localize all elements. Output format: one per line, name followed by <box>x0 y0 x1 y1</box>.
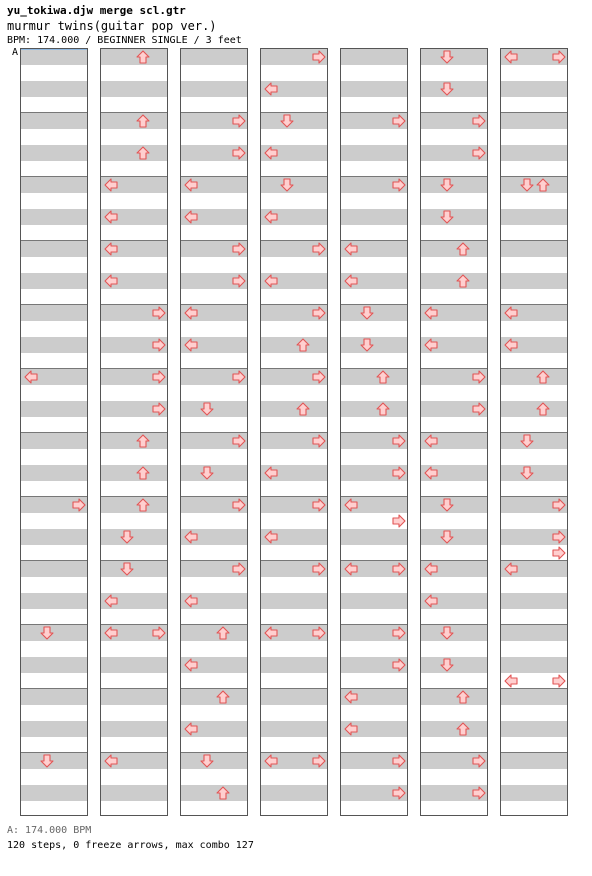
beat-band <box>341 401 407 417</box>
arrow-left-icon <box>183 177 199 193</box>
arrow-right-icon <box>551 545 567 561</box>
beat-band <box>101 433 167 449</box>
arrow-right-icon <box>231 369 247 385</box>
arrow-right-icon <box>471 785 487 801</box>
beat-band <box>341 369 407 385</box>
arrow-up-icon <box>455 241 471 257</box>
beat-band <box>341 529 407 545</box>
measure-line <box>181 688 247 689</box>
bpm-marker-label: A <box>12 47 19 58</box>
beat-band <box>101 497 167 513</box>
beat-band <box>421 273 487 289</box>
arrow-right-icon <box>311 433 327 449</box>
arrow-left-icon <box>423 433 439 449</box>
beat-band <box>501 81 567 97</box>
arrow-up-icon <box>215 785 231 801</box>
arrow-down-icon <box>439 209 455 225</box>
arrow-up-icon <box>375 369 391 385</box>
arrow-right-icon <box>391 753 407 769</box>
arrow-right-icon <box>471 369 487 385</box>
arrow-right-icon <box>311 49 327 65</box>
beat-band <box>21 689 87 705</box>
arrow-left-icon <box>263 529 279 545</box>
arrow-up-icon <box>135 497 151 513</box>
arrow-down-icon <box>359 337 375 353</box>
beat-band <box>421 689 487 705</box>
arrow-up-icon <box>135 465 151 481</box>
arrow-right-icon <box>391 465 407 481</box>
arrow-left-icon <box>103 241 119 257</box>
arrow-up-icon <box>135 433 151 449</box>
arrow-down-icon <box>119 529 135 545</box>
beat-band <box>21 145 87 161</box>
measure-line <box>181 624 247 625</box>
arrow-down-icon <box>439 177 455 193</box>
beat-band <box>501 785 567 801</box>
arrow-right-icon <box>231 145 247 161</box>
arrow-left-icon <box>343 561 359 577</box>
arrow-up-icon <box>455 689 471 705</box>
arrow-right-icon <box>311 305 327 321</box>
arrow-left-icon <box>103 273 119 289</box>
arrow-left-icon <box>183 305 199 321</box>
arrow-left-icon <box>263 465 279 481</box>
beat-band <box>261 401 327 417</box>
beat-band <box>101 657 167 673</box>
beat-band <box>101 721 167 737</box>
arrow-right-icon <box>551 49 567 65</box>
beat-band <box>181 81 247 97</box>
beat-band <box>101 145 167 161</box>
arrow-right-icon <box>551 529 567 545</box>
beat-band <box>21 49 87 65</box>
measure-column <box>260 48 328 816</box>
beat-band <box>501 113 567 129</box>
beat-band <box>501 145 567 161</box>
arrow-right-icon <box>231 273 247 289</box>
arrow-left-icon <box>343 497 359 513</box>
arrow-down-icon <box>439 625 455 641</box>
arrow-left-icon <box>423 593 439 609</box>
arrow-right-icon <box>391 625 407 641</box>
arrow-left-icon <box>183 593 199 609</box>
measure-line <box>101 432 167 433</box>
measure-line <box>101 496 167 497</box>
arrow-left-icon <box>343 273 359 289</box>
measure-line <box>341 368 407 369</box>
measure-column <box>20 48 88 816</box>
arrow-left-icon <box>263 81 279 97</box>
beat-band <box>101 81 167 97</box>
arrow-right-icon <box>231 433 247 449</box>
arrow-down-icon <box>359 305 375 321</box>
beat-band <box>341 593 407 609</box>
arrow-down-icon <box>519 433 535 449</box>
chart-stats: 120 steps, 0 freeze arrows, max combo 127 <box>7 840 254 851</box>
beat-band <box>21 273 87 289</box>
arrow-down-icon <box>279 113 295 129</box>
arrow-up-icon <box>135 145 151 161</box>
arrow-left-icon <box>343 721 359 737</box>
arrow-right-icon <box>471 753 487 769</box>
arrow-right-icon <box>151 625 167 641</box>
beat-band <box>261 689 327 705</box>
arrow-left-icon <box>263 209 279 225</box>
beat-band <box>501 593 567 609</box>
beat-band <box>501 241 567 257</box>
arrow-right-icon <box>231 497 247 513</box>
beat-band <box>101 689 167 705</box>
beat-band <box>21 177 87 193</box>
measure-column <box>340 48 408 816</box>
arrow-down-icon <box>199 465 215 481</box>
measure-line <box>21 688 87 689</box>
arrow-right-icon <box>151 337 167 353</box>
song-file-name: yu_tokiwa.djw merge scl.gtr <box>7 4 186 17</box>
beat-band <box>21 241 87 257</box>
arrow-up-icon <box>455 273 471 289</box>
arrow-left-icon <box>183 721 199 737</box>
arrow-up-icon <box>455 721 471 737</box>
arrow-up-icon <box>535 369 551 385</box>
measure-line <box>501 240 567 241</box>
arrow-left-icon <box>503 673 519 689</box>
beat-band <box>181 689 247 705</box>
beat-band <box>21 785 87 801</box>
arrow-left-icon <box>423 305 439 321</box>
measure-column <box>500 48 568 816</box>
arrow-down-icon <box>199 753 215 769</box>
beat-band <box>21 593 87 609</box>
beat-band <box>341 209 407 225</box>
arrow-up-icon <box>215 689 231 705</box>
beat-band <box>21 337 87 353</box>
beat-band <box>181 49 247 65</box>
arrow-right-icon <box>471 145 487 161</box>
arrow-down-icon <box>439 657 455 673</box>
arrow-left-icon <box>503 561 519 577</box>
arrow-left-icon <box>23 369 39 385</box>
arrow-down-icon <box>119 561 135 577</box>
arrow-down-icon <box>439 81 455 97</box>
arrow-right-icon <box>471 401 487 417</box>
chart-info: BPM: 174.000 / BEGINNER SINGLE / 3 feet <box>7 35 242 46</box>
arrow-left-icon <box>103 593 119 609</box>
beat-band <box>501 753 567 769</box>
beat-band <box>261 657 327 673</box>
arrow-right-icon <box>231 113 247 129</box>
arrow-right-icon <box>311 753 327 769</box>
arrow-left-icon <box>263 273 279 289</box>
arrow-right-icon <box>391 657 407 673</box>
arrow-left-icon <box>423 337 439 353</box>
arrow-right-icon <box>311 241 327 257</box>
arrow-left-icon <box>103 753 119 769</box>
arrow-up-icon <box>375 401 391 417</box>
arrow-left-icon <box>183 209 199 225</box>
beat-band <box>21 561 87 577</box>
beat-band <box>101 113 167 129</box>
arrow-left-icon <box>263 145 279 161</box>
beat-band <box>341 49 407 65</box>
arrow-right-icon <box>391 433 407 449</box>
arrow-down-icon <box>519 465 535 481</box>
arrow-left-icon <box>183 657 199 673</box>
beat-band <box>261 593 327 609</box>
measure-line <box>101 112 167 113</box>
arrow-down-icon <box>199 401 215 417</box>
song-title: murmur twins(guitar pop ver.) <box>7 19 217 33</box>
arrow-left-icon <box>183 529 199 545</box>
arrow-right-icon <box>391 785 407 801</box>
arrow-down-icon <box>39 625 55 641</box>
beat-band <box>341 81 407 97</box>
measure-line <box>501 112 567 113</box>
measure-column <box>180 48 248 816</box>
beat-band <box>101 465 167 481</box>
arrow-left-icon <box>263 753 279 769</box>
measure-column <box>420 48 488 816</box>
arrow-left-icon <box>183 337 199 353</box>
arrow-right-icon <box>391 561 407 577</box>
beat-band <box>21 81 87 97</box>
arrow-down-icon <box>39 753 55 769</box>
beat-band <box>501 625 567 641</box>
beat-band <box>501 209 567 225</box>
arrow-right-icon <box>71 497 87 513</box>
arrow-down-icon <box>439 497 455 513</box>
arrow-down-icon <box>279 177 295 193</box>
beat-band <box>421 721 487 737</box>
beat-band <box>501 273 567 289</box>
measure-line <box>261 688 327 689</box>
beat-band <box>501 401 567 417</box>
arrow-down-icon <box>519 177 535 193</box>
beat-band <box>181 625 247 641</box>
arrow-right-icon <box>551 673 567 689</box>
arrow-up-icon <box>135 49 151 65</box>
measure-column <box>100 48 168 816</box>
beat-band <box>21 401 87 417</box>
measure-line <box>21 432 87 433</box>
measure-line <box>21 240 87 241</box>
arrow-up-icon <box>295 401 311 417</box>
beat-band <box>501 657 567 673</box>
beat-band <box>21 433 87 449</box>
beat-band <box>261 337 327 353</box>
measure-line <box>421 688 487 689</box>
measure-line <box>21 176 87 177</box>
arrow-right-icon <box>551 497 567 513</box>
arrow-left-icon <box>103 209 119 225</box>
beat-band <box>341 145 407 161</box>
beat-band <box>261 721 327 737</box>
arrow-right-icon <box>151 305 167 321</box>
arrow-right-icon <box>391 177 407 193</box>
arrow-right-icon <box>151 401 167 417</box>
measure-line <box>421 240 487 241</box>
arrow-up-icon <box>215 625 231 641</box>
measure-line <box>21 112 87 113</box>
beat-band <box>501 369 567 385</box>
beat-band <box>21 721 87 737</box>
arrow-right-icon <box>231 561 247 577</box>
arrow-right-icon <box>311 625 327 641</box>
measure-line <box>21 304 87 305</box>
arrow-left-icon <box>343 241 359 257</box>
arrow-left-icon <box>503 49 519 65</box>
measure-line <box>501 368 567 369</box>
arrow-left-icon <box>503 305 519 321</box>
measure-line <box>501 752 567 753</box>
beat-band <box>101 785 167 801</box>
arrow-up-icon <box>295 337 311 353</box>
beat-band <box>181 785 247 801</box>
arrow-left-icon <box>103 625 119 641</box>
measure-line <box>21 560 87 561</box>
arrow-right-icon <box>151 369 167 385</box>
arrow-right-icon <box>311 497 327 513</box>
beat-band <box>21 209 87 225</box>
measure-line <box>101 688 167 689</box>
beat-band <box>101 49 167 65</box>
arrow-right-icon <box>391 113 407 129</box>
arrow-left-icon <box>263 625 279 641</box>
beat-band <box>21 465 87 481</box>
bpm-legend: A: 174.000 BPM <box>7 825 92 836</box>
arrow-left-icon <box>423 465 439 481</box>
arrow-left-icon <box>103 177 119 193</box>
arrow-right-icon <box>231 241 247 257</box>
arrow-up-icon <box>135 113 151 129</box>
arrow-right-icon <box>311 561 327 577</box>
arrow-down-icon <box>439 49 455 65</box>
arrow-left-icon <box>503 337 519 353</box>
beat-band <box>501 689 567 705</box>
arrow-left-icon <box>423 561 439 577</box>
beat-band <box>501 721 567 737</box>
beat-band <box>21 529 87 545</box>
arrow-up-icon <box>535 177 551 193</box>
arrow-left-icon <box>343 689 359 705</box>
beat-band <box>21 305 87 321</box>
measure-line <box>501 624 567 625</box>
bpm-marker-line <box>21 49 87 50</box>
arrow-right-icon <box>471 113 487 129</box>
beat-band <box>21 657 87 673</box>
beat-band <box>421 241 487 257</box>
arrow-right-icon <box>391 513 407 529</box>
beat-band <box>261 785 327 801</box>
beat-band <box>21 113 87 129</box>
arrow-up-icon <box>535 401 551 417</box>
arrow-down-icon <box>439 529 455 545</box>
arrow-right-icon <box>311 369 327 385</box>
